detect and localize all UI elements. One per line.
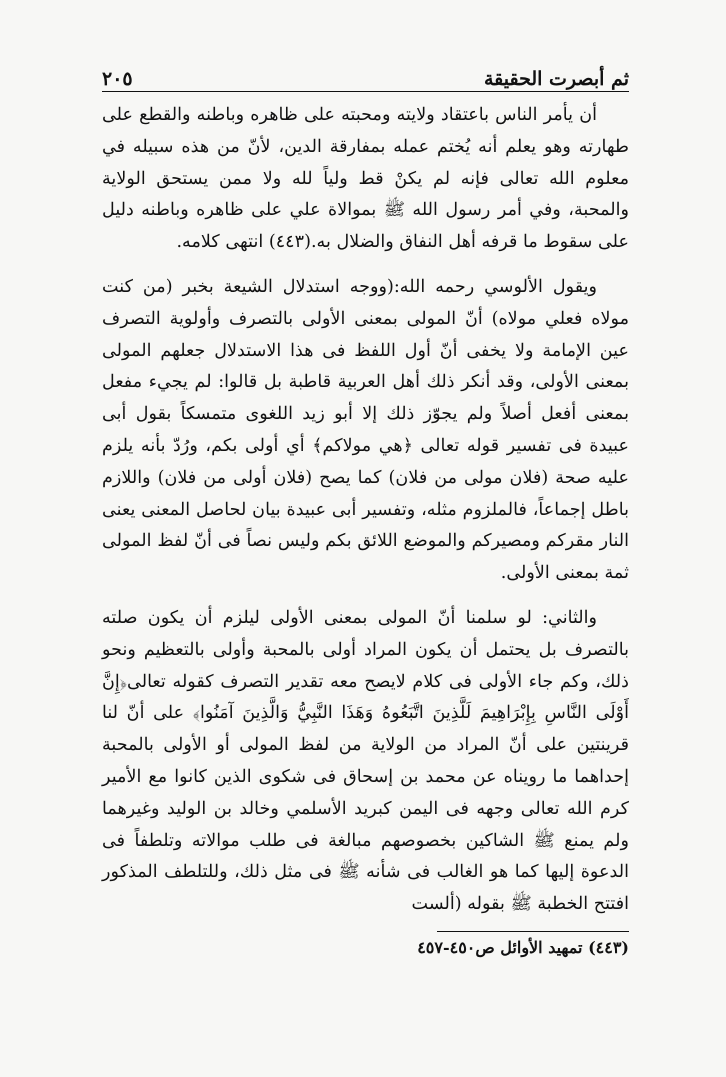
- header-rule: [102, 91, 629, 92]
- footnote: (٤٤٣) تمهيد الأوائل ص٤٥٠-٤٥٧: [417, 938, 629, 957]
- paragraph-3: والثاني: لو سلمنا أنّ المولى بمعنى الأولى ليلزم أن يكون صلته بالتصرف بل يحتمل أن يكون المراد أولى بالمحبة وأولى بالتعظيم ونحو ذلك، وكم جاء الأولى فى كلام لايصح معه تقدير التصرف كقوله تعالى﴿إِنَّ أَوْلَى النَّاسِ بِإِبْرَاهِيمَ لَلَّذِينَ اتَّبَعُوهُ وَهَذَا النَّبِيُّ وَالَّذِينَ آمَنُوا﴾ على أنّ لنا قرينتين على أنّ المراد من الولاية من لفظ المولى أو الأولى بالمحبة إحداهما ما رويناه عن محمد بن إسحاق فى شكوى الذين كانوا مع الأمير كرم الله تعالى وجهه فى اليمن كبريد الأسلمي وخالد بن الوليد وغيرهما ولم يمنع ﷺ الشاكين بخصوصهم مبالغة فى طلب موالاته وتلطفاً فى الدعوة إليها كما هو الغالب فى شأنه ﷺ فى مثل ذلك، وللتلطف المذكور افتتح الخطبة ﷺ بقوله (ألست: [102, 607, 629, 915]
- footnote-rule: [437, 931, 629, 932]
- main-text: [102, 100, 629, 921]
- running-title: ثم أبصرت الحقيقة: [483, 68, 629, 90]
- paragraph-2: ويقول الألوسي رحمه الله:(ووجه استدلال الشيعة بخبر (من كنت مولاه فعلي مولاه) أنّ المولى بمعنى الأولى بالتصرف وأولوية التصرف عين الإمامة ولا يخفى أنّ أول اللفظ فى هذا الاستدلال جعلهم المولى بمعنى الأولى، وقد أنكر ذلك أهل العربية قاطبة بل قالوا: لم يجيء مفعل بمعنى أفعل أصلاً ولم يجوّز ذلك إلا أبو زيد اللغوى متمسكاً بقول أبى عبيدة فى تفسير قوله تعالى ﴿هي مولاكم﴾ أي أولى بكم، ورُدّ بأنه يلزم عليه صحة (فلان مولى من فلان) كما يصح (فلان أولى من فلان) واللازم باطل إجماعاً، فالملزوم مثله، وتفسير أبى عبيدة بيان لحاصل المعنى يعنى النار مقركم ومصيركم والموضع اللائق بكم وليس نصاً فى أنّ لفظ المولى ثمة بمعنى الأولى.: [102, 276, 629, 584]
- page-header: [102, 60, 629, 90]
- paragraph-1: أن يأمر الناس باعتقاد ولايته ومحبته على ظاهره وباطنه والقطع على طهارته وهو يعلم أنه يُختم عمله بمفارقة الدين، لأنّ من هذه سبيله في معلوم الله تعالى فإنه لم يكنْ قط ولياً لله ولا ممن يستحق الولاية والمحبة، وفي أمر رسول الله ﷺ بموالاة علي على ظاهره وباطنه دليل على سقوط ما قرفه أهل النفاق والضلال به.(٤٤٣) انتهى كلامه.: [102, 105, 629, 253]
- page-number: ٢٠٥: [102, 68, 133, 90]
